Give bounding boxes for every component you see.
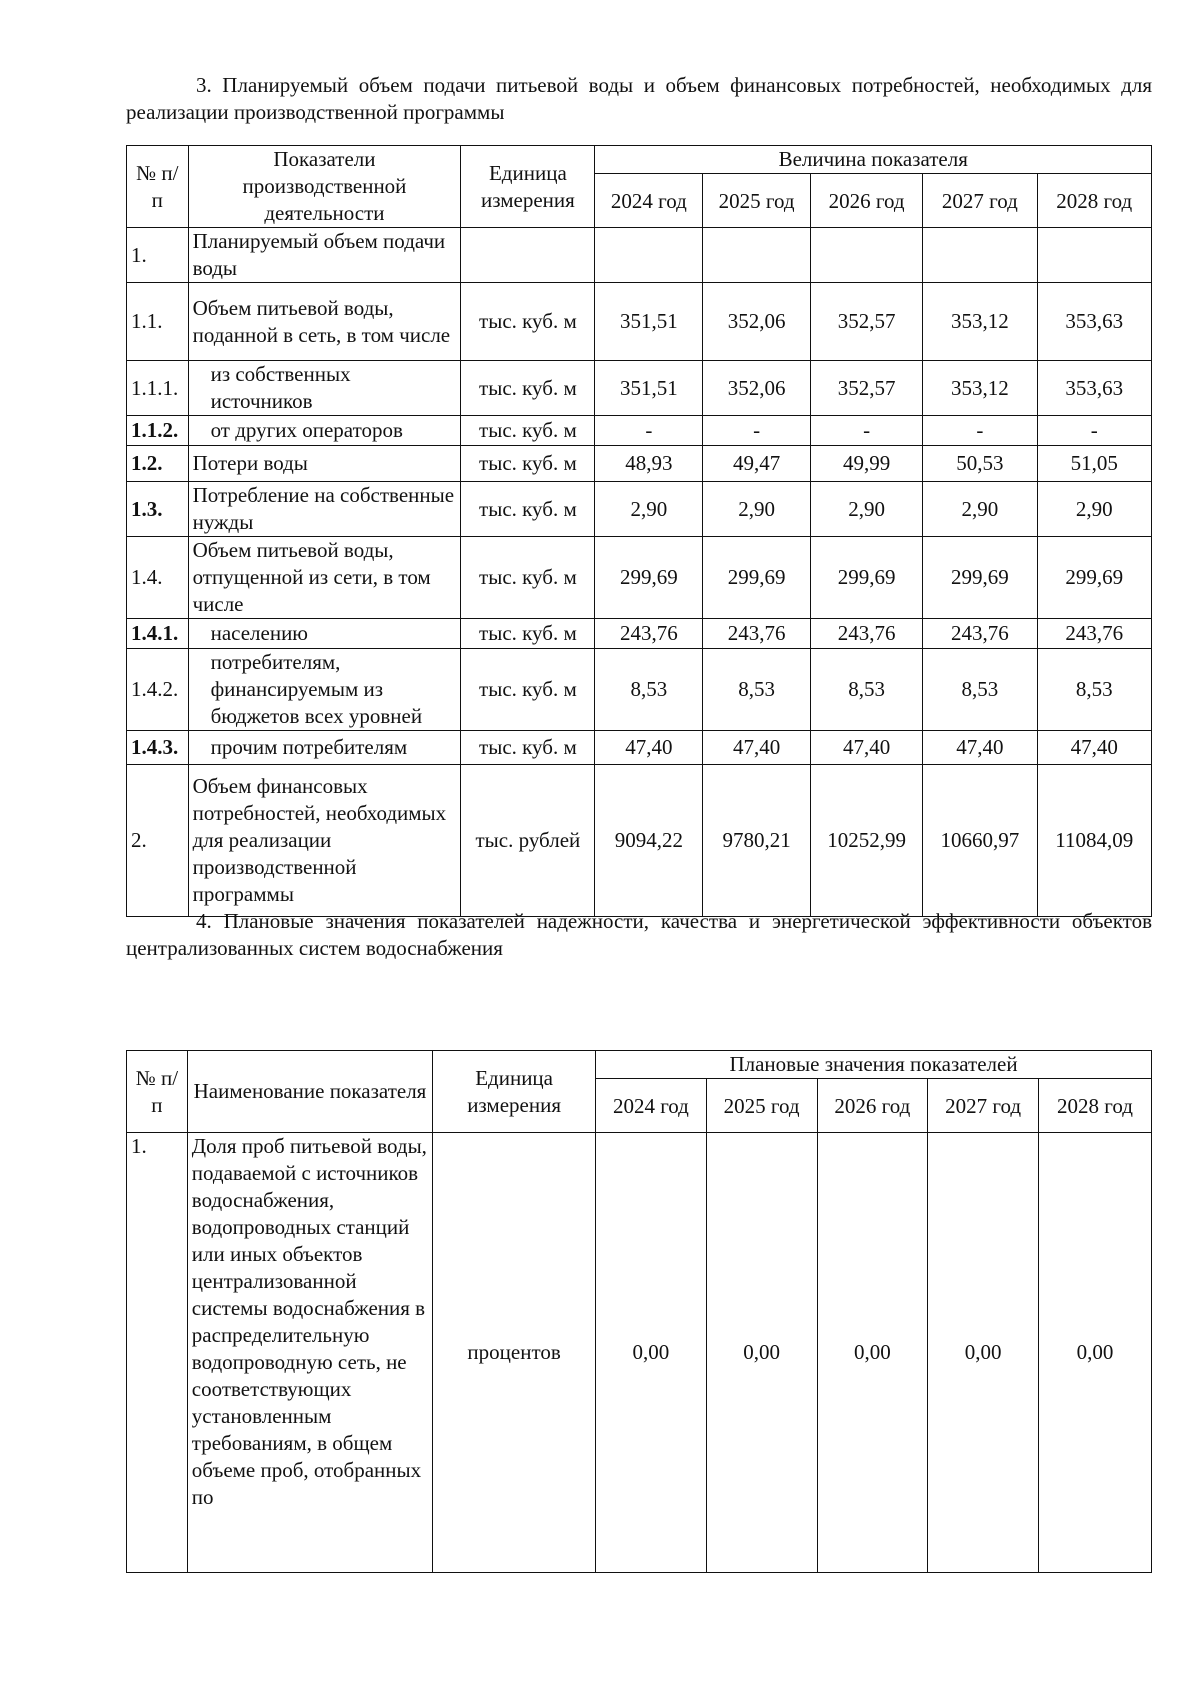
value-cell: 243,76 (923, 619, 1037, 649)
value-cell: 243,76 (811, 619, 923, 649)
unit-cell: тыс. куб. м (461, 446, 595, 482)
value-cell: 8,53 (923, 649, 1037, 731)
value-cell: 299,69 (703, 537, 811, 619)
col-value-group-header: Величина показателя (595, 146, 1152, 174)
indicator-name: Доля проб питьевой воды, подаваемой с источников водоснабжения, водопроводных станций или иных объектов централизованной системы водоснабжения в распределительную водопроводную сеть, не соответствующих установленным требованиям, в общем объеме проб, отобранных по (187, 1133, 432, 1573)
value-cell: 8,53 (703, 649, 811, 731)
table-row (127, 482, 1152, 537)
value-cell: 8,53 (1037, 649, 1151, 731)
table-row (127, 537, 1152, 619)
value-cell: 353,63 (1037, 361, 1151, 416)
year-header: 2027 год (923, 174, 1037, 228)
value-cell: 0,00 (596, 1133, 707, 1573)
value-cell: 0,00 (706, 1133, 817, 1573)
row-number: 1.1.2. (127, 416, 189, 446)
value-cell: 8,53 (595, 649, 703, 731)
value-cell: 0,00 (1038, 1133, 1151, 1573)
row-number: 2. (127, 765, 189, 917)
year-header: 2028 год (1037, 174, 1151, 228)
value-cell: 11084,09 (1037, 765, 1151, 917)
unit-cell (461, 228, 595, 283)
row-number: 1.4.2. (127, 649, 189, 731)
table-row (127, 649, 1152, 731)
table-row (127, 731, 1152, 765)
value-cell: - (811, 416, 923, 446)
table-row (127, 416, 1152, 446)
year-header: 2025 год (703, 174, 811, 228)
value-cell: 10660,97 (923, 765, 1037, 917)
table-row (127, 1133, 1152, 1573)
value-cell: 353,12 (923, 361, 1037, 416)
value-cell (595, 228, 703, 283)
value-cell: 299,69 (811, 537, 923, 619)
row-number: 1. (127, 228, 189, 283)
value-cell: 10252,99 (811, 765, 923, 917)
unit-cell: тыс. куб. м (461, 416, 595, 446)
value-cell: 2,90 (811, 482, 923, 537)
value-cell (811, 228, 923, 283)
row-number: 1.4.3. (127, 731, 189, 765)
indicator-name: из собственных источников (188, 361, 461, 416)
value-cell: 47,40 (703, 731, 811, 765)
section-4-heading: 4. Плановые значения показателей надежности, качества и энергетической эффективности объектов централизованных систем водоснабжения (126, 909, 1152, 960)
value-cell (923, 228, 1037, 283)
indicator-name: Потери воды (188, 446, 461, 482)
indicator-name: Потребление на собственные нужды (188, 482, 461, 537)
unit-cell: тыс. куб. м (461, 361, 595, 416)
table-row (127, 283, 1152, 361)
value-cell: - (1037, 416, 1151, 446)
year-header: 2027 год (928, 1079, 1039, 1133)
row-number: 1.1.1. (127, 361, 189, 416)
indicator-name: потребителям, финансируемым из бюджетов всех уровней (188, 649, 461, 731)
row-number: 1.2. (127, 446, 189, 482)
production-program-table (126, 145, 1152, 917)
value-cell: 49,47 (703, 446, 811, 482)
unit-cell: тыс. рублей (461, 765, 595, 917)
value-cell (703, 228, 811, 283)
year-header: 2024 год (595, 174, 703, 228)
value-cell: 243,76 (703, 619, 811, 649)
value-cell: 299,69 (923, 537, 1037, 619)
indicator-name: населению (188, 619, 461, 649)
value-cell: 352,06 (703, 361, 811, 416)
value-cell: 51,05 (1037, 446, 1151, 482)
year-header: 2024 год (596, 1079, 707, 1133)
value-cell: 353,63 (1037, 283, 1151, 361)
value-cell: 352,06 (703, 283, 811, 361)
year-header: 2025 год (706, 1079, 817, 1133)
col-unit-header: Единица измерения (461, 146, 595, 228)
indicator-name: Объем финансовых потребностей, необходимых для реализации производственной программы (188, 765, 461, 917)
unit-cell: процентов (433, 1133, 596, 1573)
value-cell (1037, 228, 1151, 283)
value-cell: 299,69 (1037, 537, 1151, 619)
col-num-header: № п/п (127, 1051, 188, 1133)
value-cell: - (703, 416, 811, 446)
unit-cell: тыс. куб. м (461, 482, 595, 537)
value-cell: 351,51 (595, 283, 703, 361)
value-cell: 353,12 (923, 283, 1037, 361)
col-value-group-header: Плановые значения показателей (596, 1051, 1152, 1079)
row-number: 1.1. (127, 283, 189, 361)
unit-cell: тыс. куб. м (461, 619, 595, 649)
indicator-name: Объем питьевой воды, отпущенной из сети, в том числе (188, 537, 461, 619)
unit-cell: тыс. куб. м (461, 649, 595, 731)
value-cell: 47,40 (923, 731, 1037, 765)
value-cell: 9094,22 (595, 765, 703, 917)
value-cell: 2,90 (1037, 482, 1151, 537)
table-row (127, 446, 1152, 482)
col-unit-header: Единица измерения (433, 1051, 596, 1133)
col-indicator-header: Показатели производственной деятельности (188, 146, 461, 228)
value-cell: 47,40 (595, 731, 703, 765)
col-indicator-header: Наименование показателя (187, 1051, 432, 1133)
value-cell: 47,40 (811, 731, 923, 765)
year-header: 2028 год (1038, 1079, 1151, 1133)
table-row (127, 361, 1152, 416)
value-cell: 9780,21 (703, 765, 811, 917)
value-cell: 243,76 (595, 619, 703, 649)
indicator-name: Планируемый объем подачи воды (188, 228, 461, 283)
value-cell: 0,00 (817, 1133, 928, 1573)
section-3-heading: 3. Планируемый объем подачи питьевой воды и объем финансовых потребностей, необходимых для реализации производственной программы (126, 73, 1152, 124)
value-cell: 49,99 (811, 446, 923, 482)
row-number: 1. (127, 1133, 188, 1573)
value-cell: - (923, 416, 1037, 446)
value-cell: 48,93 (595, 446, 703, 482)
indicator-name: Объем питьевой воды, поданной в сеть, в том числе (188, 283, 461, 361)
col-num-header: № п/п (127, 146, 189, 228)
row-number: 1.4.1. (127, 619, 189, 649)
value-cell: 299,69 (595, 537, 703, 619)
indicator-name: прочим потребителям (188, 731, 461, 765)
table-row (127, 765, 1152, 917)
unit-cell: тыс. куб. м (461, 283, 595, 361)
value-cell: 243,76 (1037, 619, 1151, 649)
value-cell: 2,90 (595, 482, 703, 537)
indicator-name: от других операторов (188, 416, 461, 446)
value-cell: 2,90 (923, 482, 1037, 537)
reliability-indicators-table (126, 1050, 1152, 1573)
unit-cell: тыс. куб. м (461, 731, 595, 765)
year-header: 2026 год (817, 1079, 928, 1133)
value-cell: 8,53 (811, 649, 923, 731)
value-cell: 2,90 (703, 482, 811, 537)
value-cell: 0,00 (928, 1133, 1039, 1573)
value-cell: - (595, 416, 703, 446)
value-cell: 351,51 (595, 361, 703, 416)
year-header: 2026 год (811, 174, 923, 228)
value-cell: 47,40 (1037, 731, 1151, 765)
row-number: 1.4. (127, 537, 189, 619)
row-number: 1.3. (127, 482, 189, 537)
table-row (127, 228, 1152, 283)
unit-cell: тыс. куб. м (461, 537, 595, 619)
value-cell: 352,57 (811, 361, 923, 416)
value-cell: 50,53 (923, 446, 1037, 482)
table-row (127, 619, 1152, 649)
value-cell: 352,57 (811, 283, 923, 361)
